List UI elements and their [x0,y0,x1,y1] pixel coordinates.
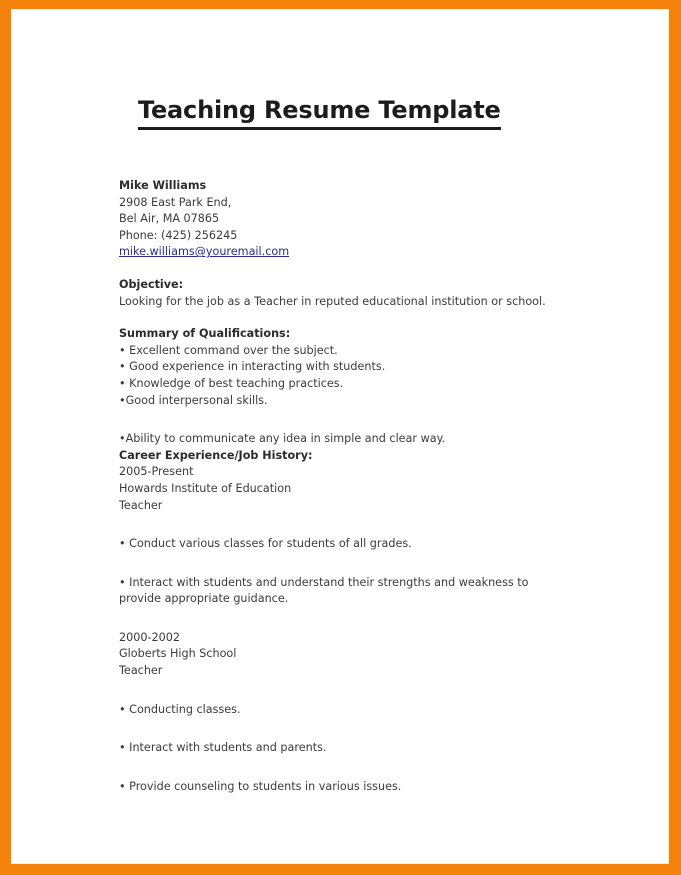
resume-body [119,178,565,795]
spacer [119,261,565,277]
frame-inner-white [12,10,668,863]
contact-block [119,178,565,261]
candidate-name: Mike Williams [119,179,207,192]
job-dates: 2005-Present [119,465,194,479]
spacer [119,514,565,536]
job-duty: • Conducting classes. [119,702,241,716]
job-duty: • Provide counseling to students in various issues. [119,779,402,793]
summary-item: •Good interpersonal skills. [119,393,268,407]
summary-item: • Knowledge of best teaching practices. [119,376,344,390]
job-employer: Howards Institute of Education [119,481,292,495]
phone-line: Phone: (425) 256245 [119,228,238,242]
job-employer: Globerts High School [119,647,237,661]
summary-section [119,326,565,409]
spacer [119,757,565,779]
page-title: Teaching Resume Template [138,96,501,130]
resume-document [12,10,668,863]
summary-trailing-item: •Ability to communicate any idea in simple and clear way. [119,432,446,446]
spacer [119,680,565,702]
job-role: Teacher [119,498,163,512]
job-duty: • Conduct various classes for students of all grades. [119,537,412,551]
objective-section [119,277,565,310]
email-link[interactable]: mike.williams@youremail.com [119,245,290,259]
career-section [119,448,565,796]
summary-item: • Good experience in interacting with students. [119,360,386,374]
job-duty: • Interact with students and parents. [119,741,327,755]
objective-text: Looking for the job as a Teacher in reputed educational institution or school. [119,294,546,308]
job-dates: 2000-2002 [119,630,180,644]
summary-heading: Summary of Qualifications: [119,327,291,341]
spacer [119,608,565,630]
job-duty: • Interact with students and understand their strengths and weakness to provide appropriate guidance. [119,575,529,606]
job-entry [119,464,565,608]
spacer [119,718,565,740]
job-entry [119,630,565,796]
address-line-1: 2908 East Park End, [119,195,232,209]
spacer [119,409,565,431]
address-line-2: Bel Air, MA 07865 [119,212,220,226]
spacer [119,553,565,575]
career-heading: Career Experience/Job History: [119,448,313,462]
summary-item: • Excellent command over the subject. [119,343,338,357]
spacer [119,310,565,326]
objective-heading: Objective: [119,277,184,291]
job-role: Teacher [119,664,163,678]
